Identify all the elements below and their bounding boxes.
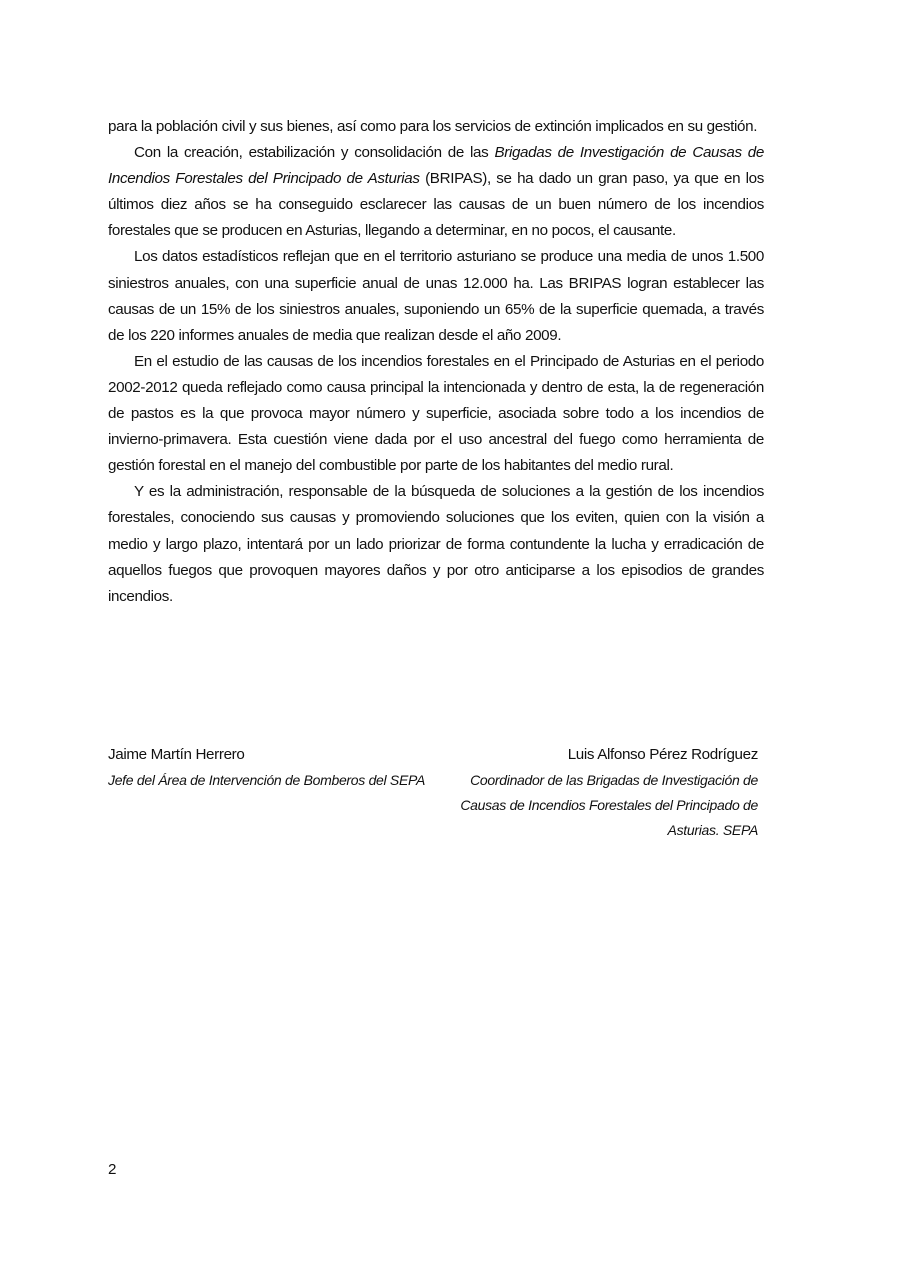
signature-right-role-line-1: Coordinador de las Brigadas de Investigación de [470, 772, 758, 788]
signature-left [108, 742, 426, 793]
paragraph-3: Los datos estadísticos reflejan que en el territorio asturiano se produce una media de unos 1.500 siniestros anuales, con una superficie anual de unas 12.000 ha. Las BRIPAS logran establecer las causas de un 15% de los siniestros anuales, suponiendo un 65% de la superficie quemada, a través de los 220 informes anuales de media que realizan desde el año 2009. [108, 248, 764, 344]
paragraph-5: Y es la administración, responsable de la búsqueda de soluciones a la gestión de los incendios forestales, conociendo sus causas y promoviendo soluciones que los eviten, quien con la visión a medio y largo plazo, intentará por un lado priorizar de forma contundente la lucha y erradicación de aquellos fuegos que provoquen mayores daños y por otro anticiparse a los episodios de grandes incendios. [108, 483, 764, 605]
signature-right-name: Luis Alfonso Pérez Rodríguez [567, 746, 758, 763]
body-text [108, 114, 764, 610]
paragraph-2-start: Con la creación, estabilización y consolidación de las [134, 144, 495, 162]
paragraph-2-end: (BRIPAS), se ha dado un gran paso, ya que en los últimos diez años se ha conseguido esclarecer las causas de un buen número de los incendios forestales que se producen en Asturias, llegando a determinar, en no pocos, el causante. [108, 170, 764, 240]
signature-left-role: Jefe del Área de Intervención de Bomberos del SEPA [108, 772, 426, 788]
paragraph-4: En el estudio de las causas de los incendios forestales en el Principado de Asturias en el periodo 2002-2012 queda reflejado como causa principal la intencionada y dentro de esta, la de regeneración de pastos es la que provoca mayor número y superficie, asociada sobre todo a los incendios de invierno-primavera. Esta cuestión viene dada por el uso ancestral del fuego como herramienta de gestión forestal en el manejo del combustible por parte de los habitantes del medio rural. [108, 352, 764, 475]
signature-left-name: Jaime Martín Herrero [108, 746, 245, 763]
signatures-block [108, 742, 758, 852]
page-number: 2 [108, 1161, 117, 1178]
paragraph-1: para la población civil y sus bienes, así como para los servicios de extinción implicados en su gestión. [108, 118, 758, 135]
brigadas-name-italic: Brigadas de Investigación de Causas de Incendios Forestales del Principado de Asturias [108, 144, 764, 188]
signature-right-role-line-3: Asturias. SEPA [667, 822, 758, 838]
paragraph-2 [108, 140, 764, 244]
signature-right [448, 742, 758, 843]
signature-right-role-line-2: Causas de Incendios Forestales del Principado de [460, 797, 758, 813]
